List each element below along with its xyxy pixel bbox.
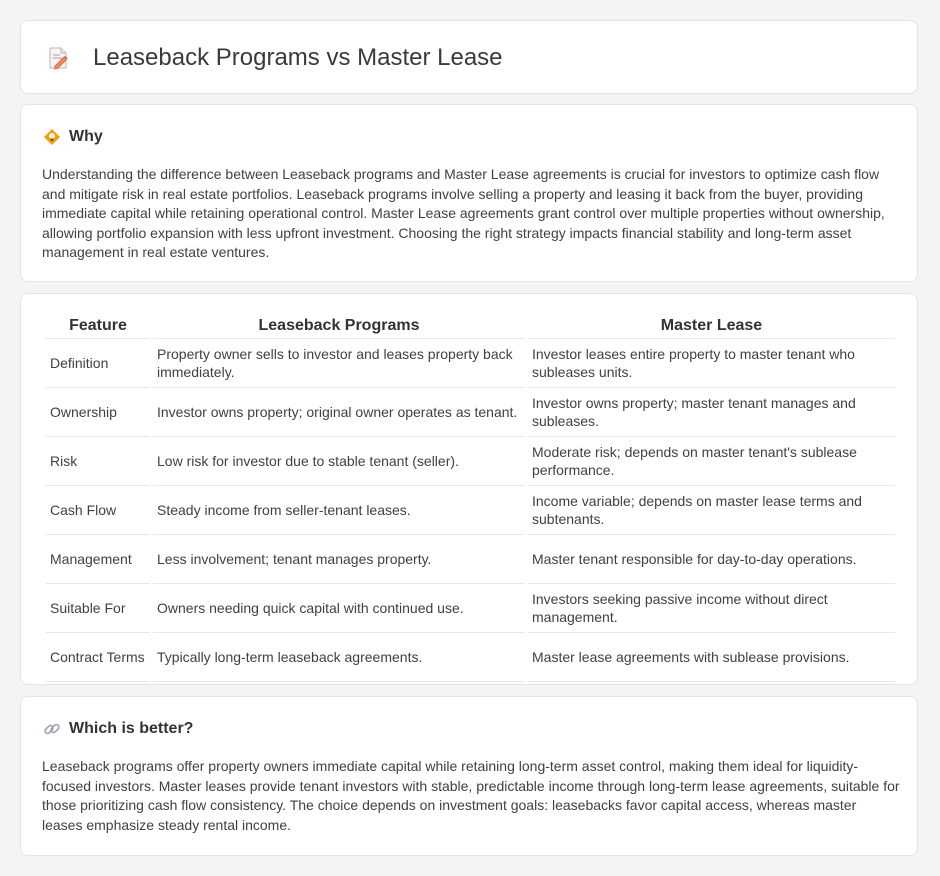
master-lease-cell: Master tenant responsible for day-to-day operations. (528, 535, 895, 584)
table-row (46, 437, 895, 486)
leaseback-cell: Typically long-term leaseback agreements. (153, 633, 525, 682)
feature-cell: Risk (46, 437, 150, 486)
table-row (46, 486, 895, 535)
leaseback-cell: Steady income from seller-tenant leases. (153, 486, 525, 535)
comparison-section (20, 293, 918, 685)
feature-cell: Management (46, 535, 150, 584)
feature-cell: Cash Flow (46, 486, 150, 535)
table-row (46, 584, 895, 633)
better-heading: Which is better? (69, 720, 194, 737)
page-title: Leaseback Programs vs Master Lease (93, 44, 503, 71)
lightbulb-diamond-icon (43, 128, 61, 146)
table-row (46, 388, 895, 437)
leaseback-cell: Property owner sells to investor and leases property back immediately. (153, 339, 525, 388)
master-lease-cell: Income variable; depends on master lease terms and subtenants. (528, 486, 895, 535)
feature-cell: Ownership (46, 388, 150, 437)
feature-cell: Suitable For (46, 584, 150, 633)
master-lease-cell: Master lease agreements with sublease provisions. (528, 633, 895, 682)
leaseback-cell: Owners needing quick capital with continued use. (153, 584, 525, 633)
table-row (46, 339, 895, 388)
better-text: Leaseback programs offer property owners immediate capital while retaining long-term asset control, making them ideal for liquidity-focused investors. Master leases provide tenant investors with stable, predictable income through long-term lease agreements, suitable for those prioritizing cash flow consistency. The choice depends on investment goals: leasebacks favor capital access, whereas master leases emphasize steady rental income. (42, 758, 900, 833)
link-icon (43, 720, 61, 738)
master-lease-cell: Investor leases entire property to master tenant who subleases units. (528, 339, 895, 388)
title-card (20, 20, 918, 94)
header-leaseback: Leaseback Programs (153, 314, 525, 339)
table-row (46, 535, 895, 584)
master-lease-cell: Moderate risk; depends on master tenant's sublease performance. (528, 437, 895, 486)
comparison-table (43, 314, 898, 682)
header-feature: Feature (46, 314, 150, 339)
feature-cell: Contract Terms (46, 633, 150, 682)
table-row (46, 633, 895, 682)
which-is-better-section (20, 696, 918, 856)
master-lease-cell: Investors seeking passive income without direct management. (528, 584, 895, 633)
master-lease-cell: Investor owns property; master tenant manages and subleases. (528, 388, 895, 437)
feature-cell: Definition (46, 339, 150, 388)
leaseback-cell: Less involvement; tenant manages property. (153, 535, 525, 584)
leaseback-cell: Investor owns property; original owner operates as tenant. (153, 388, 525, 437)
table-header-row (46, 314, 895, 339)
why-heading: Why (69, 128, 103, 145)
leaseback-cell: Low risk for investor due to stable tenant (seller). (153, 437, 525, 486)
why-section (20, 104, 918, 282)
document-edit-icon (45, 45, 71, 71)
header-master-lease: Master Lease (528, 314, 895, 339)
why-text: Understanding the difference between Leaseback programs and Master Lease agreements is crucial for investors to optimize cash flow and mitigate risk in real estate portfolios. Leaseback programs involve selling a property and leasing it back from the buyer, providing immediate capital while retaining operational control. Master Lease agreements grant control over multiple properties without ownership, allowing portfolio expansion with less upfront investment. Choosing the right strategy impacts financial stability and long-term asset management in real estate ventures. (42, 166, 885, 261)
